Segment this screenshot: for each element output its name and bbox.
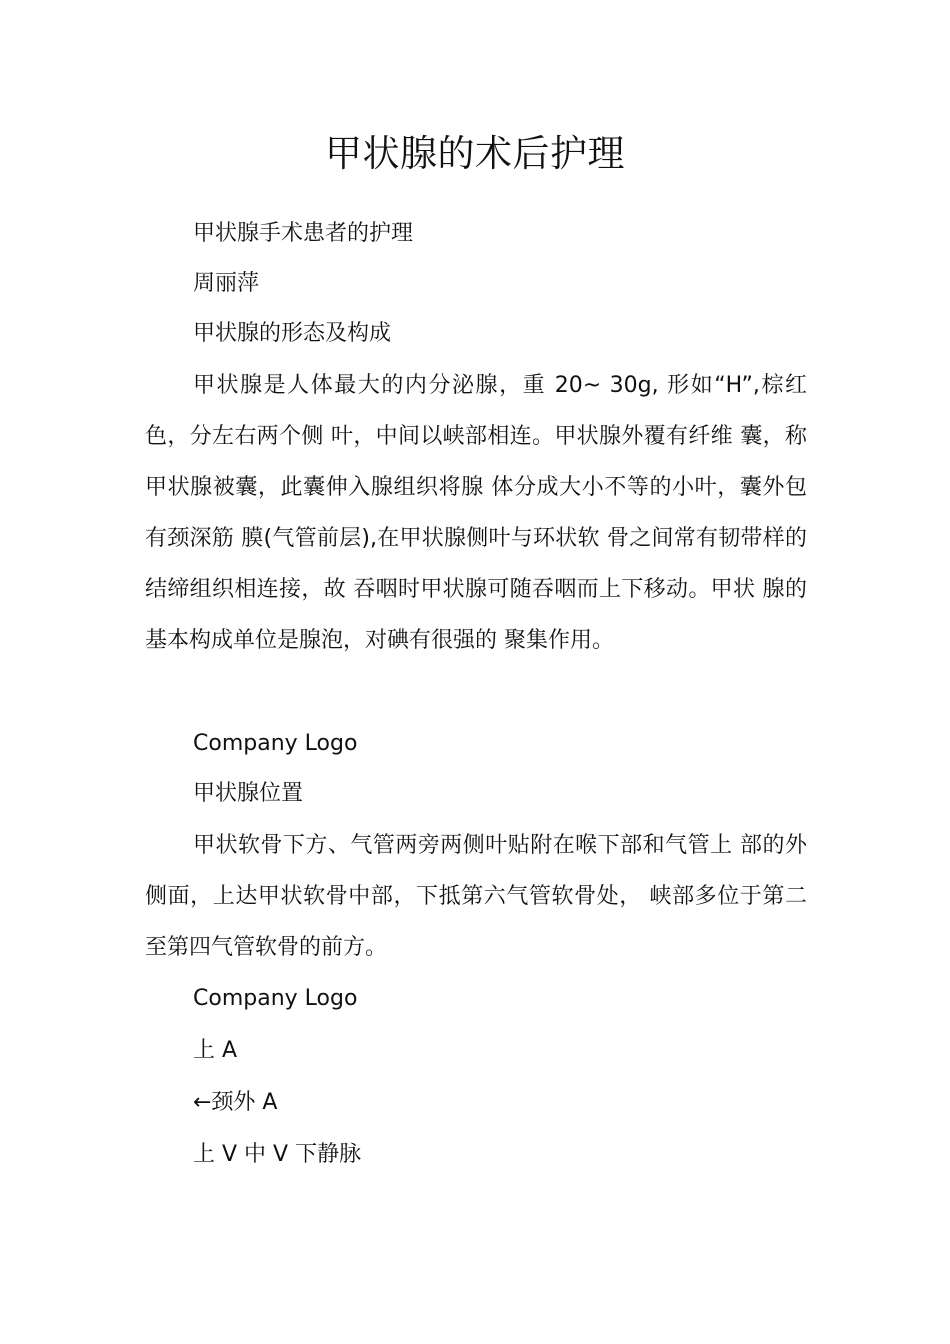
figure-label-artery: 上 A (193, 1038, 238, 1063)
company-logo-text: Company Logo (193, 731, 358, 756)
paragraph-morphology: 甲状腺是人体最大的内分泌腺，重 20~ 30g, 形如“H”,棕红色，分左右两个侧 叶，中间以峡部相连。甲状腺外覆有纤维 囊，称甲状腺被囊，此囊伸入腺组织将腺 体分成大小不等的小叶，囊外包有颈深筋 膜(气管前层),在甲状腺侧叶与环状软 骨之间常有韧带样的结缔组织相连接，故 吞咽时甲状腺可随吞咽而上下移动。甲状 腺的基本构成单位是腺泡，对碘有很强的 聚集作用。 (145, 373, 807, 653)
figure-label-external-artery: ←颈外 A (193, 1090, 278, 1115)
company-logo-text: Company Logo (193, 986, 358, 1011)
paragraph-subtitle: 甲状腺手术患者的护理 (193, 221, 414, 246)
figure-label-veins: 上 V 中 V 下静脉 (193, 1142, 362, 1167)
section-heading-position: 甲状腺位置 (193, 781, 304, 806)
paragraph-position: 甲状软骨下方、气管两旁两侧叶贴附在喉下部和气管上 部的外侧面，上达甲状软骨中部，下抵第六气管软骨处， 峡部多位于第二至第四气管软骨的前方。 (145, 833, 807, 960)
document-title: 甲状腺的术后护理 (325, 131, 625, 175)
section-heading-morphology: 甲状腺的形态及构成 (193, 321, 392, 346)
paragraph-author: 周丽萍 (193, 271, 260, 296)
